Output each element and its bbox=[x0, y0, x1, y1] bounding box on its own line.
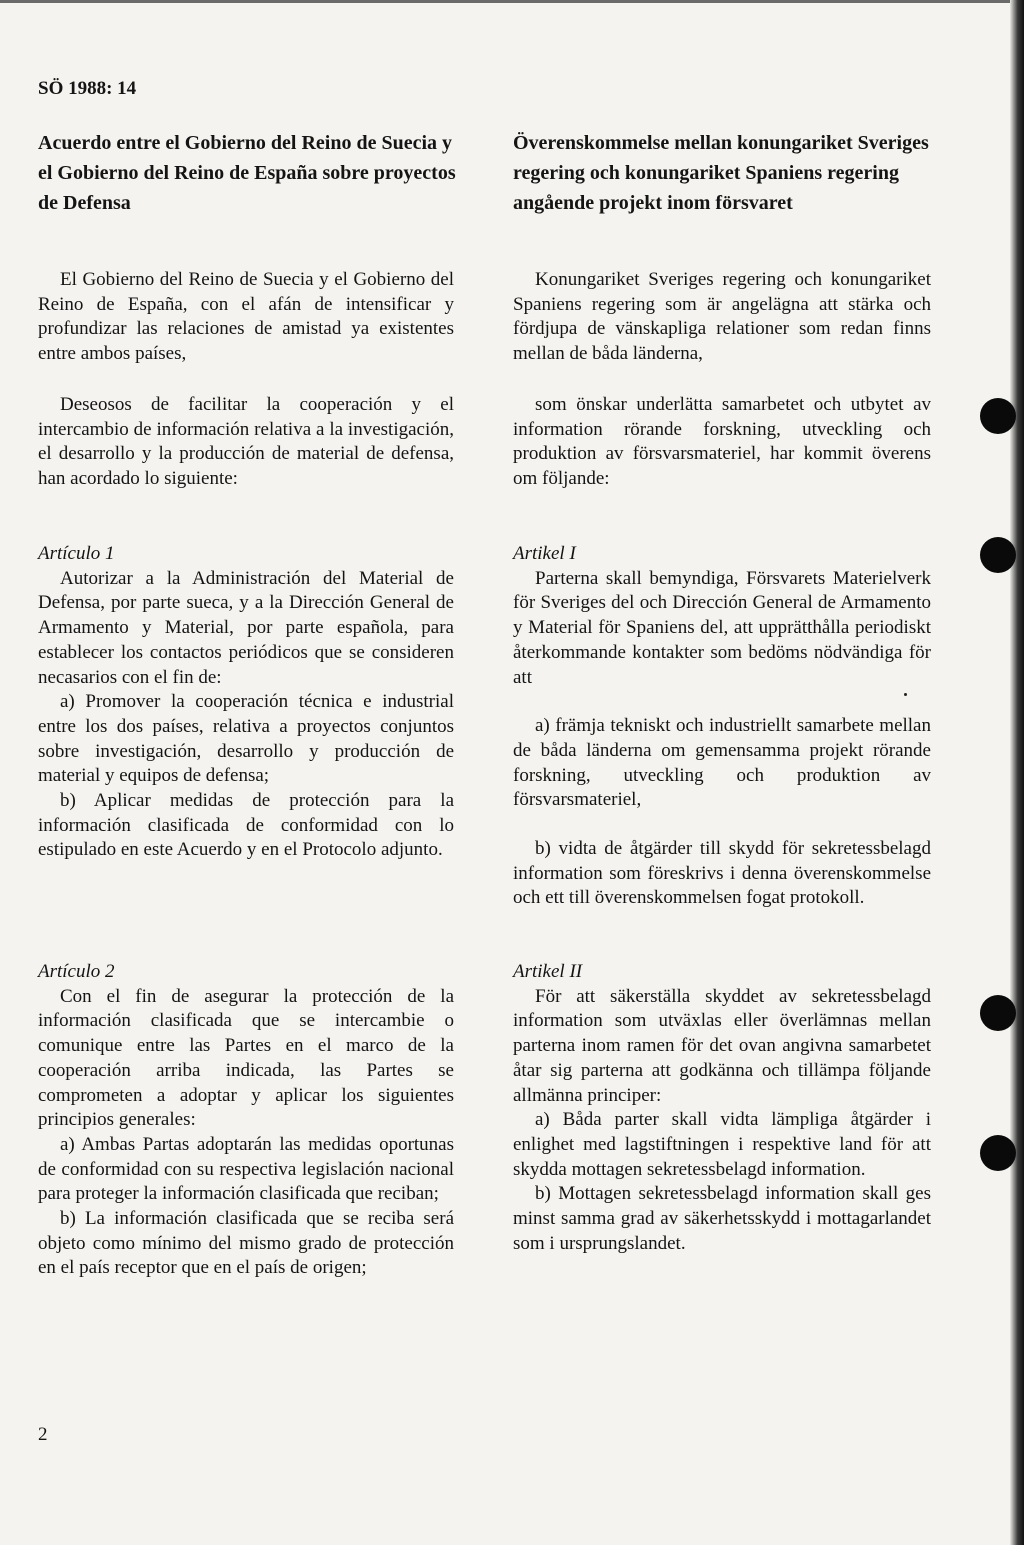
article-1-sv bbox=[513, 542, 931, 911]
preamble-2-sv: som önskar underlätta samarbetet och utbytet av information rörande forskning, utveckling och produktion av försvarsmateriel, har kommit överens om följande: bbox=[513, 394, 931, 490]
article-2-text-es: Con el fin de asegurar la protección de la información clasificada que se intercambie o comunique entre las Partes en el marco de la cooperación arriba indicada, las Partes se comprometen a adoptar y aplicar los siguientes principios generales: bbox=[38, 985, 454, 1131]
article-1-heading-sv: Artikel I bbox=[513, 543, 576, 564]
punch-hole-mark bbox=[980, 537, 1016, 573]
article-2-item-b-sv: b) Mottagen sekretessbelagd information skall ges minst samma grad av säkerhetsskydd i mottagarlandet som i ursprungslandet. bbox=[513, 1183, 931, 1254]
top-rule bbox=[0, 0, 1024, 3]
binding-edge bbox=[1010, 0, 1024, 1545]
title-spanish: Acuerdo entre el Gobierno del Reino de Suecia y el Gobierno del Reino de España sobre proyectos de Defensa bbox=[38, 132, 456, 214]
article-2-heading-sv: Artikel II bbox=[513, 961, 583, 982]
article-2-sv bbox=[513, 960, 931, 1256]
article-2-es bbox=[38, 960, 454, 1281]
article-2-text-sv: För att säkerställa skyddet av sekretessbelagd information som utväxlas eller överlämnas mellan parterna inom ramen för det ovan angivna samarbetet åtar sig parterna att godkänna och tillämpa följande allmänna principer: bbox=[513, 985, 931, 1106]
article-1-item-b-sv: b) vidta de åtgärder till skydd för sekretessbelagd information som föreskrivs i denna överenskommelse och ett till överenskommelsen fogat protokoll. bbox=[513, 838, 931, 909]
punch-hole-mark bbox=[980, 398, 1016, 434]
article-1-text-es: Autorizar a la Administración del Material de Defensa, por parte sueca, y a la Dirección General de Armamento y Material, por parte española, para establecer los contactos periódicos que se consideren necasarios con el fin de: bbox=[38, 567, 454, 688]
article-2-heading-es: Artículo 2 bbox=[38, 961, 115, 982]
article-2-item-a-es: a) Ambas Partas adoptarán las medidas oportunas de conformidad con su respectiva legislación nacional para proteger la información clasificada que reciban; bbox=[38, 1133, 454, 1205]
article-1-heading-es: Artículo 1 bbox=[38, 543, 115, 564]
article-1-item-a-es: a) Promover la cooperación técnica e industrial entre los dos países, relativa a proyectos conjuntos sobre investigación, desarrollo y producción de material y equipos de defensa; bbox=[38, 691, 454, 787]
article-2-item-a-sv: a) Båda parter skall vidta lämpliga åtgärder i enlighet med lagstiftningen i respektive land för att skydda mottagen sekretessbelagd information. bbox=[513, 1109, 931, 1180]
article-2-item-b-es: b) La información clasificada que se reciba será objeto como mínimo del mismo grado de protección en el país receptor que en el país de origen; bbox=[38, 1208, 454, 1279]
article-1-item-a-sv: a) främja tekniskt och industriellt samarbete mellan de båda länderna om gemensamma projekt rörande forskning, utveckling och produktion av försvarsmateriel, bbox=[513, 715, 931, 811]
preamble-2-es: Deseosos de facilitar la cooperación y el intercambio de información relativa a la investigación, el desarrollo y la producción de material de defensa, han acordado lo siguiente: bbox=[38, 394, 454, 490]
page-number: 2 bbox=[38, 1424, 48, 1445]
preamble-1-es: El Gobierno del Reino de Suecia y el Gobierno del Reino de España, con el afán de intensificar y profundizar las relaciones de amistad ya existentes entre ambos países, bbox=[38, 269, 454, 365]
punch-hole-mark bbox=[980, 995, 1016, 1031]
scan-speck bbox=[904, 693, 907, 696]
document-reference: SÖ 1988: 14 bbox=[38, 78, 137, 99]
preamble-1-sv: Konungariket Sveriges regering och konungariket Spaniens regering som är angelägna att stärka och fördjupa de vänskapliga relationer som redan finns mellan de båda länderna, bbox=[513, 269, 931, 365]
punch-hole-mark bbox=[980, 1135, 1016, 1171]
article-1-es bbox=[38, 542, 454, 863]
article-1-item-b-es: b) Aplicar medidas de protección para la información clasificada de conformidad con lo estipulado en este Acuerdo y en el Protocolo adjunto. bbox=[38, 790, 454, 861]
title-swedish: Överenskommelse mellan konungariket Sveriges regering och konungariket Spaniens regering angående projekt inom försvaret bbox=[513, 132, 929, 214]
article-1-text-sv: Parterna skall bemyndiga, Försvarets Materielverk för Sveriges del och Dirección General de Armamento y Material för Spaniens del, att upprätthålla periodiskt återkommande kontakter som bedöms nödvändiga för att bbox=[513, 567, 931, 688]
